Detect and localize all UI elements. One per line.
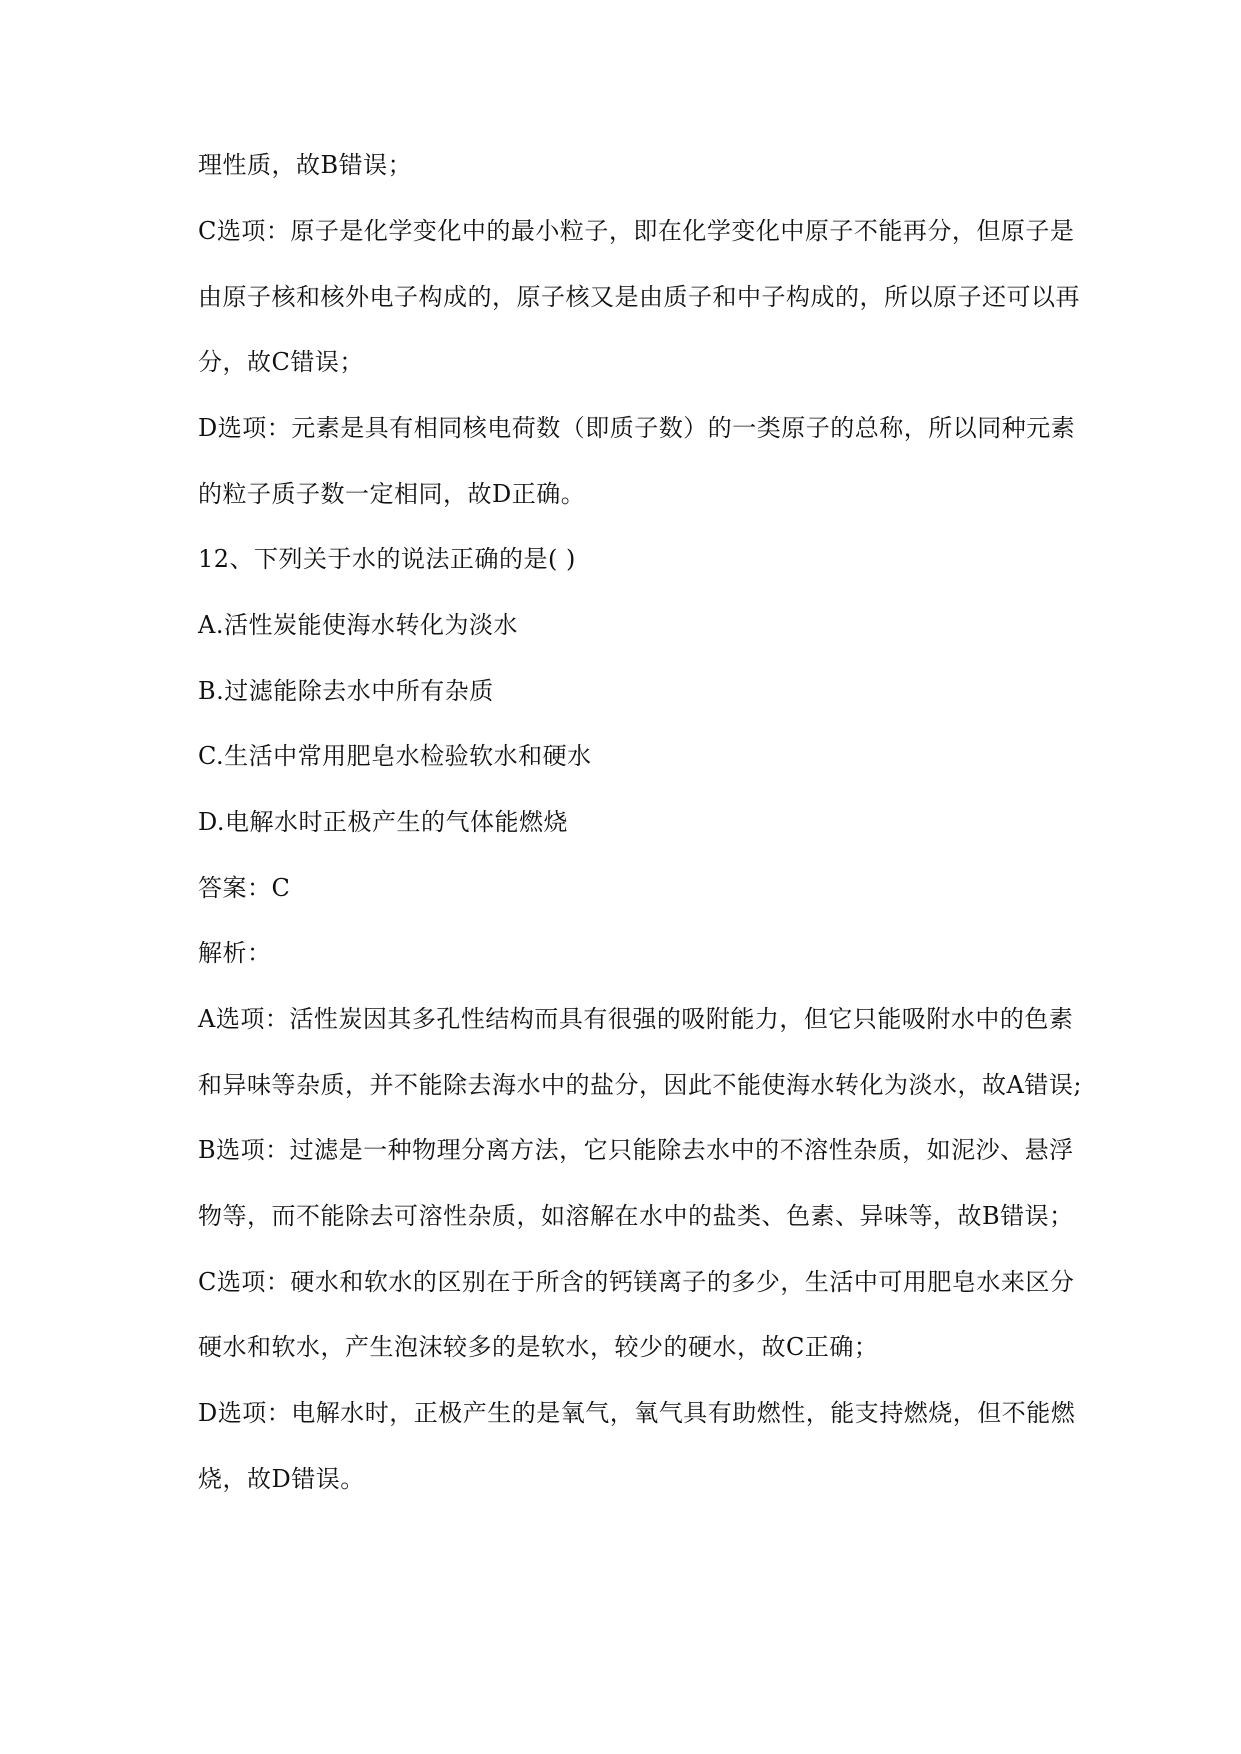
option-c: C.生活中常用肥皂水检验软水和硬水 [198, 742, 592, 770]
option-a: A.活性炭能使海水转化为淡水 [198, 611, 518, 639]
option-d: D.电解水时正极产生的气体能燃烧 [198, 808, 569, 836]
text-line: D选项：元素是具有相同核电荷数（即质子数）的一类原子的总称，所以同种元素 [198, 414, 1076, 442]
answer-line: 答案：C [198, 874, 291, 902]
text-line: 硬水和软水，产生泡沫较多的是软水，较少的硬水，故C正确； [198, 1333, 879, 1361]
option-b: B.过滤能除去水中所有杂质 [198, 677, 494, 705]
text-line: C选项：硬水和软水的区别在于所含的钙镁离子的多少，生活中可用肥皂水来区分 [198, 1268, 1075, 1296]
text-line: 分，故C错误； [198, 348, 364, 376]
analysis-heading: 解析： [198, 939, 272, 967]
text-line: 的粒子质子数一定相同，故D正确。 [198, 480, 586, 508]
text-line: C选项：原子是化学变化中的最小粒子，即在化学变化中原子不能再分，但原子是 [198, 217, 1075, 245]
text-line: 烧，故D错误。 [198, 1465, 365, 1493]
text-line: 和异味等杂质，并不能除去海水中的盐分，因此不能使海水转化为淡水，故A错误; [198, 1071, 1082, 1099]
text-line: 理性质，故B错误； [198, 151, 413, 179]
text-line: B选项：过滤是一种物理分离方法，它只能除去水中的不溶性杂质，如泥沙、悬浮 [198, 1136, 1074, 1164]
text-line: 物等，而不能除去可溶性杂质，如溶解在水中的盐类、色素、异味等，故B错误； [198, 1202, 1074, 1230]
text-line: D选项：电解水时，正极产生的是氧气，氧气具有助燃性，能支持燃烧，但不能燃 [198, 1399, 1076, 1427]
question-line: 12、下列关于水的说法正确的是( ) [198, 545, 576, 573]
text-line: 由原子核和核外电子构成的，原子核又是由质子和中子构成的，所以原子还可以再 [198, 283, 1080, 311]
text-line: A选项：活性炭因其多孔性结构而具有很强的吸附能力，但它只能吸附水中的色素 [198, 1005, 1074, 1033]
